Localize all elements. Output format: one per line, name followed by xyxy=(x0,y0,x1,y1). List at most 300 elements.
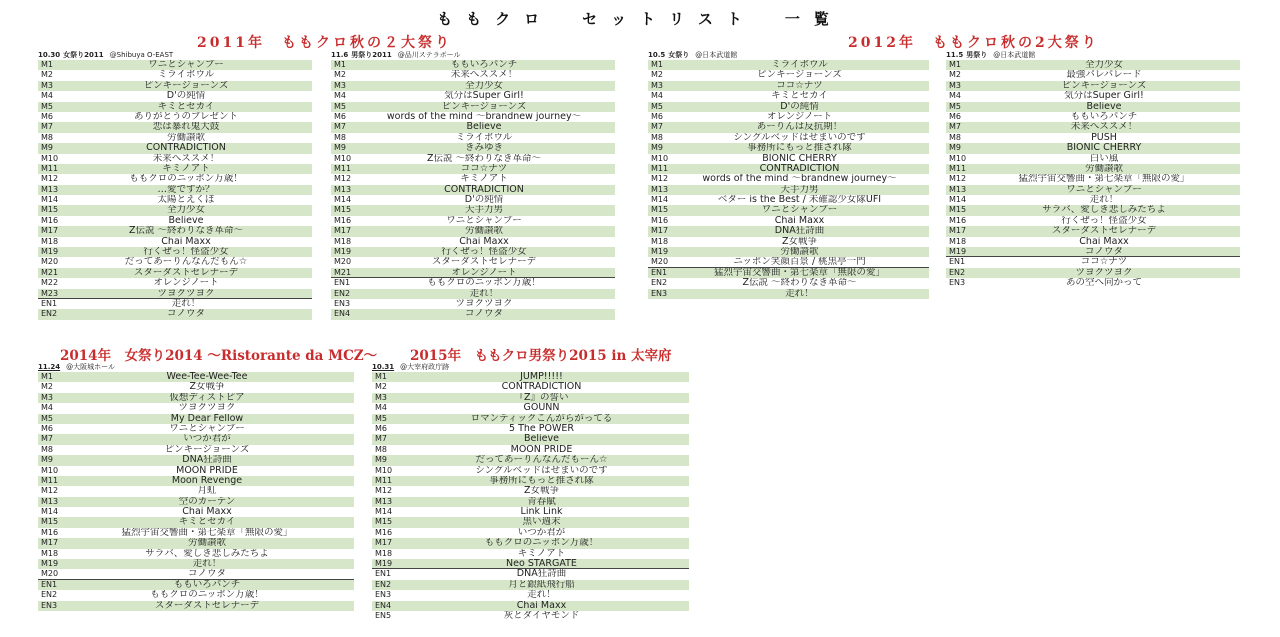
song-row xyxy=(331,237,615,247)
song-row xyxy=(946,237,1240,247)
song-number: M14 xyxy=(41,195,59,205)
song-number: EN4 xyxy=(375,600,392,610)
song-row xyxy=(38,455,354,465)
song-row xyxy=(331,122,615,132)
song-number: M14 xyxy=(334,195,352,205)
song-number: EN2 xyxy=(41,590,58,600)
song-number: M17 xyxy=(41,538,59,548)
song-number: M14 xyxy=(949,195,967,205)
song-row xyxy=(331,309,615,319)
song-number: M13 xyxy=(651,184,669,194)
song-row xyxy=(38,549,354,559)
song-number: M20 xyxy=(41,569,59,579)
song-row xyxy=(946,164,1240,174)
song-row xyxy=(331,268,615,278)
song-title: キミノアト xyxy=(162,163,210,174)
song-number: M15 xyxy=(949,205,967,215)
song-row xyxy=(38,403,354,413)
song-row xyxy=(38,507,354,517)
song-number: M15 xyxy=(651,205,669,215)
song-title: CONTRADICTION xyxy=(444,184,524,195)
song-number: M7 xyxy=(41,434,53,444)
song-number: M10 xyxy=(375,465,393,475)
song-row xyxy=(946,112,1240,122)
song-title: 労働讃歌 xyxy=(464,226,503,237)
song-row xyxy=(372,393,689,403)
setlist-block xyxy=(946,50,1240,289)
song-number: EN4 xyxy=(334,309,351,319)
song-title: ピンキージョーンズ xyxy=(1061,80,1147,91)
song-title: ピンキージョーンズ xyxy=(441,101,527,112)
song-number: EN1 xyxy=(949,257,966,267)
song-row xyxy=(946,268,1240,278)
song-title: 『Z』の誓い xyxy=(514,392,569,403)
song-title: My Dear Fellow xyxy=(170,413,244,424)
song-number: M4 xyxy=(41,91,53,101)
event-name: 女祭り xyxy=(668,51,690,59)
event-name: 男祭り2011 xyxy=(351,51,392,59)
song-number: M5 xyxy=(334,101,346,111)
song-title: ニッポン笑顔百景 / 桃黒亭一門 xyxy=(733,257,866,268)
song-number: M12 xyxy=(949,174,967,184)
song-row xyxy=(372,580,689,590)
song-number: M12 xyxy=(41,174,59,184)
song-number: M11 xyxy=(375,475,393,485)
song-number: M9 xyxy=(41,143,53,153)
song-row xyxy=(372,476,689,486)
event-date: 11.24 xyxy=(38,363,61,371)
song-row xyxy=(331,112,615,122)
song-row xyxy=(38,60,312,70)
song-row xyxy=(372,497,689,507)
song-row xyxy=(648,174,929,184)
song-title: 白い風 xyxy=(1089,153,1119,164)
song-number: M9 xyxy=(41,455,53,465)
song-title: CONTRADICTION xyxy=(501,382,582,393)
song-row xyxy=(648,143,929,153)
song-title: DNA狂詩曲 xyxy=(516,569,567,580)
song-row xyxy=(372,559,689,569)
song-title: Believe xyxy=(168,215,204,226)
song-title: Believe xyxy=(524,434,559,445)
event-date: 11.5 xyxy=(946,51,964,59)
song-number: M19 xyxy=(949,247,967,257)
song-number: M16 xyxy=(375,527,393,537)
song-title: ワニとシャンプー xyxy=(761,205,838,216)
song-row xyxy=(331,154,615,164)
song-number: M18 xyxy=(651,236,669,246)
song-number: M15 xyxy=(41,205,59,215)
song-row xyxy=(648,247,929,257)
song-title: ピンキージョーンズ xyxy=(143,80,229,91)
song-row xyxy=(946,70,1240,80)
song-title: 灰とダイヤモンド xyxy=(503,610,580,621)
song-row xyxy=(331,299,615,309)
song-title: 行くぜっ！怪盗少女 xyxy=(441,247,527,258)
song-title: 走れ！ xyxy=(527,590,556,601)
song-row xyxy=(38,247,312,257)
song-row xyxy=(946,60,1240,70)
song-title: あーりんは反抗期！ xyxy=(756,122,843,133)
song-row xyxy=(648,164,929,174)
song-title: キミとセカイ xyxy=(771,91,828,102)
setlist-block xyxy=(648,50,929,299)
song-title: JUMP!!!!! xyxy=(520,372,563,382)
song-title: 走れ！ xyxy=(1089,195,1119,206)
song-title: 青春賦 xyxy=(527,496,556,507)
song-row xyxy=(38,195,312,205)
song-title: 事務所にもっと推され隊 xyxy=(747,143,852,154)
event-header xyxy=(38,362,354,372)
song-number: M3 xyxy=(375,392,387,402)
song-row xyxy=(38,257,312,267)
song-title: Link Link xyxy=(520,507,563,518)
song-title: BIONIC CHERRY xyxy=(762,153,837,164)
song-title: MOON PRIDE xyxy=(510,444,573,455)
song-title: Neo STARGATE xyxy=(506,559,577,570)
song-title: D'の純情 xyxy=(780,101,819,112)
song-number: M7 xyxy=(375,434,387,444)
song-title: Wee-Tee-Wee-Tee xyxy=(166,372,248,382)
song-title: コノウタ xyxy=(167,309,205,320)
song-title: 空のカーテン xyxy=(178,496,236,507)
event-name: 男祭り xyxy=(966,51,988,59)
song-row xyxy=(38,414,354,424)
song-number: EN2 xyxy=(949,267,966,277)
song-row xyxy=(946,195,1240,205)
song-title: ミライボウル xyxy=(771,60,828,70)
song-row xyxy=(331,247,615,257)
song-title: CONTRADICTION xyxy=(146,143,226,154)
song-number: EN2 xyxy=(41,309,58,319)
song-row xyxy=(38,185,312,195)
song-number: M3 xyxy=(41,80,53,90)
song-number: M15 xyxy=(41,517,59,527)
song-row xyxy=(331,60,615,70)
song-number: EN3 xyxy=(949,278,966,288)
song-title: サラバ、愛しき悲しみたちよ xyxy=(1042,205,1166,216)
song-number: M20 xyxy=(651,257,669,267)
song-number: M5 xyxy=(651,101,663,111)
song-title: 走れ！ xyxy=(171,298,201,309)
song-row xyxy=(38,528,354,538)
song-row xyxy=(38,569,354,579)
song-number: M17 xyxy=(334,226,352,236)
song-title: CONTRADICTION xyxy=(759,163,840,174)
song-title: 全力少女 xyxy=(166,205,205,216)
song-title: 労働讃歌 xyxy=(780,247,819,258)
song-row xyxy=(648,226,929,236)
song-row xyxy=(648,216,929,226)
song-number: M5 xyxy=(949,101,961,111)
song-title: オレンジノート xyxy=(451,267,517,278)
song-row xyxy=(648,70,929,80)
song-title: DNA狂詩曲 xyxy=(182,455,232,466)
song-row xyxy=(648,133,929,143)
song-title: 全力少女 xyxy=(1084,60,1123,70)
song-row xyxy=(331,185,615,195)
song-title: オレンジノート xyxy=(766,111,833,122)
song-row xyxy=(648,91,929,101)
song-title: 猛烈宇宙交響曲・第七楽章「無限の愛」 xyxy=(1018,174,1190,185)
song-title: スターダストセレナーデ xyxy=(154,600,260,611)
song-row xyxy=(38,393,354,403)
song-row xyxy=(372,382,689,392)
song-number: M10 xyxy=(334,153,352,163)
song-title: スターダストセレナーデ xyxy=(133,267,239,278)
song-row xyxy=(372,466,689,476)
event-header xyxy=(946,50,1240,60)
song-title: ミライボウル xyxy=(455,132,513,143)
song-row xyxy=(38,445,354,455)
song-title: ももクロのニッポン万歳！ xyxy=(150,590,264,601)
song-number: M16 xyxy=(651,215,669,225)
song-row xyxy=(946,205,1240,215)
song-row xyxy=(331,164,615,174)
song-title: サラバ、愛しき悲しみたちよ xyxy=(145,548,269,559)
song-number: M2 xyxy=(41,382,53,392)
song-number: M17 xyxy=(375,538,393,548)
song-row xyxy=(38,164,312,174)
page-title: ももクロ セットリスト 一覧 xyxy=(437,10,843,28)
song-row xyxy=(38,143,312,153)
song-number: EN3 xyxy=(375,590,392,600)
song-number: M13 xyxy=(41,184,59,194)
song-number: M14 xyxy=(651,195,669,205)
song-title: 天手力男 xyxy=(464,205,503,216)
song-number: M20 xyxy=(334,257,352,267)
song-title: コノウタ xyxy=(465,309,503,320)
song-row xyxy=(331,216,615,226)
song-title: いつか君が xyxy=(183,434,231,445)
song-title: シングルベッドはせまいのです xyxy=(733,132,866,143)
event-date: 10.5 xyxy=(648,51,666,59)
song-row xyxy=(648,257,929,267)
song-row xyxy=(648,268,929,278)
song-row xyxy=(946,247,1240,257)
setlist-block xyxy=(331,50,615,320)
song-title: ココ☆ナツ xyxy=(1080,257,1128,268)
song-row xyxy=(372,486,689,496)
song-title: 未来へススメ！ xyxy=(450,70,518,81)
song-number: M12 xyxy=(375,486,393,496)
song-number: M6 xyxy=(651,111,663,121)
song-number: M17 xyxy=(41,226,59,236)
song-title: Believe xyxy=(1086,101,1122,112)
song-number: M2 xyxy=(41,70,53,80)
song-title: あの空へ向かって xyxy=(1065,278,1142,289)
song-row xyxy=(372,549,689,559)
song-number: M2 xyxy=(651,70,663,80)
song-row xyxy=(648,185,929,195)
song-number: M6 xyxy=(949,111,961,121)
song-row xyxy=(331,226,615,236)
song-title: 事務所にもっと推され隊 xyxy=(489,475,594,486)
song-row xyxy=(372,445,689,455)
song-title: Z伝説 〜終わりなき革命〜 xyxy=(426,153,542,164)
song-number: M2 xyxy=(334,70,346,80)
song-number: M11 xyxy=(949,163,967,173)
song-row xyxy=(648,102,929,112)
song-row xyxy=(372,528,689,538)
song-row xyxy=(38,424,354,434)
song-title: ロマンティックこんがらがってる xyxy=(470,413,613,424)
song-number: M5 xyxy=(41,101,53,111)
song-number: M7 xyxy=(651,122,663,132)
song-title: ツヨクツヨク xyxy=(178,403,236,414)
event-date: 10.30 xyxy=(38,51,61,59)
song-number: M4 xyxy=(41,403,53,413)
song-number: M18 xyxy=(949,236,967,246)
song-number: M6 xyxy=(41,423,53,433)
song-row xyxy=(946,278,1240,288)
song-number: M16 xyxy=(41,527,59,537)
song-number: M15 xyxy=(375,517,393,527)
song-row xyxy=(38,476,354,486)
song-number: M18 xyxy=(41,236,59,246)
song-number: M7 xyxy=(334,122,346,132)
song-row xyxy=(38,216,312,226)
song-row xyxy=(946,91,1240,101)
song-row xyxy=(648,154,929,164)
song-row xyxy=(372,538,689,548)
song-row xyxy=(38,559,354,569)
song-title: Z伝説 〜終わりなき革命〜 xyxy=(742,278,857,289)
song-title: 全力少女 xyxy=(464,80,503,91)
song-row xyxy=(38,466,354,476)
event-header xyxy=(331,50,615,60)
song-title: 労働讃歌 xyxy=(1084,163,1123,174)
song-row xyxy=(38,70,312,80)
song-row xyxy=(648,81,929,91)
song-title: ココ☆ナツ xyxy=(776,80,823,91)
song-title: MOON PRIDE xyxy=(176,465,238,476)
song-number: M5 xyxy=(375,413,387,423)
song-number: M4 xyxy=(651,91,663,101)
year-title-2011: 2011年 ももクロ秋の２大祭り xyxy=(197,35,452,51)
song-number: M9 xyxy=(334,143,346,153)
song-number: M10 xyxy=(651,153,669,163)
song-row xyxy=(38,580,354,590)
song-number: M1 xyxy=(41,60,53,69)
song-number: M19 xyxy=(651,247,669,257)
song-row xyxy=(372,517,689,527)
song-title: 行くぜっ！怪盗少女 xyxy=(1061,215,1147,226)
song-row xyxy=(38,497,354,507)
song-row xyxy=(38,590,354,600)
song-title: Chai Maxx xyxy=(516,600,567,611)
song-row xyxy=(38,122,312,132)
song-number: EN1 xyxy=(41,579,58,589)
song-title: ももクロのニッポン万歳！ xyxy=(484,538,599,549)
song-number: M14 xyxy=(41,507,59,517)
song-number: M22 xyxy=(41,278,59,288)
song-number: M19 xyxy=(41,247,59,257)
song-number: EN1 xyxy=(651,267,668,277)
song-number: M12 xyxy=(651,174,669,184)
song-row xyxy=(372,434,689,444)
song-number: M6 xyxy=(334,111,346,121)
song-title: ももいろパンチ xyxy=(1070,111,1138,122)
song-title: Believe xyxy=(466,122,502,133)
song-row xyxy=(38,372,354,382)
song-title: GOUNN xyxy=(523,403,560,414)
song-number: M20 xyxy=(41,257,59,267)
song-title: 太陽とえくぼ xyxy=(157,195,215,206)
song-title: 労働讃歌 xyxy=(166,132,205,143)
song-title: だってあーりんなんだもーん☆ xyxy=(475,455,608,466)
song-row xyxy=(331,278,615,288)
song-number: M19 xyxy=(41,559,59,569)
song-row xyxy=(38,102,312,112)
song-number: M8 xyxy=(651,132,663,142)
song-row xyxy=(946,257,1240,267)
setlist-block xyxy=(38,362,354,611)
song-title: ももクロのニッポン万歳！ xyxy=(129,174,243,185)
song-number: M18 xyxy=(41,548,59,558)
song-title: 労働讃歌 xyxy=(187,538,226,549)
song-title: Moon Revenge xyxy=(171,475,243,486)
song-row xyxy=(372,403,689,413)
song-row xyxy=(946,185,1240,195)
song-number: EN2 xyxy=(334,288,351,298)
song-title: Chai Maxx xyxy=(774,215,825,226)
song-number: M13 xyxy=(949,184,967,194)
song-title: 月と銀紙飛行船 xyxy=(508,579,575,590)
song-title: オレンジノート xyxy=(153,278,219,289)
song-title: ももいろパンチ xyxy=(450,60,518,70)
song-number: M16 xyxy=(41,215,59,225)
song-row xyxy=(38,289,312,299)
song-row xyxy=(38,517,354,527)
song-row xyxy=(946,154,1240,164)
song-title: キミノアト xyxy=(517,548,566,559)
event-venue: @大宰府政庁跡 xyxy=(400,363,450,371)
song-title: Chai Maxx xyxy=(1079,236,1129,247)
song-row xyxy=(331,133,615,143)
song-number: EN3 xyxy=(41,600,58,610)
song-row xyxy=(331,70,615,80)
song-row xyxy=(331,205,615,215)
song-title: 天手力男 xyxy=(780,184,819,195)
setlist-block xyxy=(372,362,689,621)
song-number: M9 xyxy=(375,455,387,465)
song-title: D'の純情 xyxy=(166,91,206,102)
song-row xyxy=(38,112,312,122)
event-header xyxy=(648,50,929,60)
song-title: words of the mind 〜brandnew journey〜 xyxy=(702,174,897,185)
song-title: ピンキージョーンズ xyxy=(164,444,250,455)
song-row xyxy=(38,154,312,164)
song-number: M13 xyxy=(41,496,59,506)
song-number: M3 xyxy=(651,80,663,90)
song-row xyxy=(38,133,312,143)
song-title: 仮想ディストピア xyxy=(169,392,245,403)
song-title: 5 The POWER xyxy=(509,423,574,434)
song-number: M4 xyxy=(375,403,387,413)
song-title: 走れ！ xyxy=(469,288,499,299)
song-row xyxy=(331,102,615,112)
event-header xyxy=(372,362,689,372)
song-title: Chai Maxx xyxy=(459,236,509,247)
song-title: 走れ！ xyxy=(192,559,222,570)
song-title: 黒い週末 xyxy=(522,517,561,528)
song-title: ありがとうのプレゼント xyxy=(133,111,239,122)
song-number: M8 xyxy=(375,444,387,454)
song-number: M14 xyxy=(375,507,393,517)
song-number: M13 xyxy=(334,184,352,194)
song-number: M4 xyxy=(949,91,961,101)
